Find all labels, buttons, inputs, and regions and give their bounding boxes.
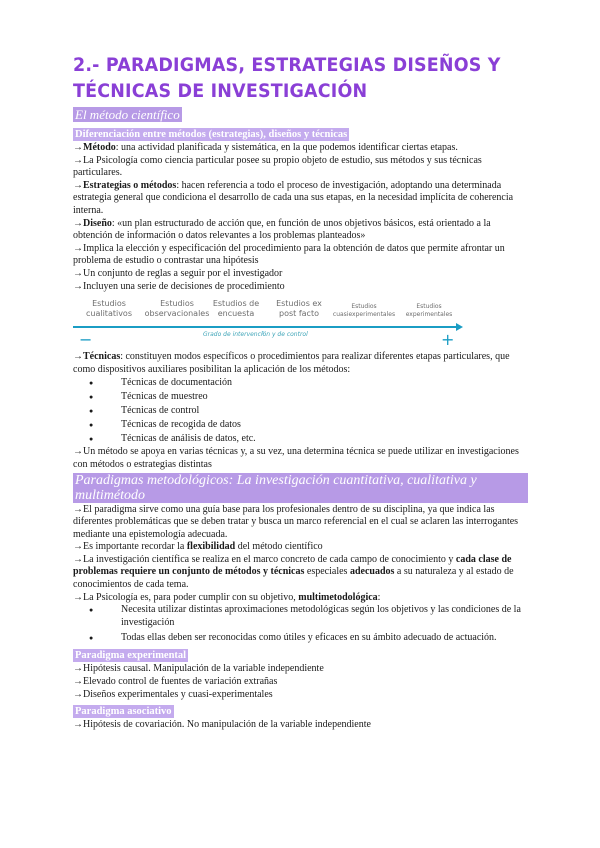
paragraph-covariacion: →Hipótesis de covariación. No manipulación de la variable independiente	[73, 719, 371, 731]
title-line-2: TÉCNICAS DE INVESTIGACIÓN	[73, 80, 368, 102]
subheading-diferenciacion: Diferenciación entre métodos (estrategias), diseños y técnicas	[75, 129, 348, 140]
paragraph-estrategias: →Estrategias o métodos: hacen referencia a todo el proceso de investigación, adoptando una determinada estrategia general que condiciona el desarrollo de cada una sus etapas, en la necesidad implícita de coherencia interna.	[73, 179, 514, 216]
paragraph-metodo: →Método: una actividad planificada y sistemática, en la que podemos identificar ciertas etapas.	[73, 142, 458, 153]
list-item: ● Técnicas de muestreo	[107, 390, 528, 404]
section-heading-metodo: El método científico	[75, 107, 180, 122]
paragraph-decisiones: →Incluyen una serie de decisiones de procedimiento	[73, 280, 285, 292]
diagram-axis-label: Grado de intervención y de control	[203, 331, 308, 339]
diagram-label-cualitativos: Estudios cualitativos	[85, 299, 132, 319]
page-title	[73, 52, 515, 104]
paragraph-multimetodologica: →La Psicología es, para poder cumplir con su objetivo, multimetodológica:	[73, 591, 381, 603]
diagram-label-cuasiexperimentales: Estudios cuasiexperimentales	[332, 303, 396, 319]
diagram-label-experimentales: Estudios experimentales	[405, 303, 453, 319]
diagram-label-ex-post-facto: Estudios ex post facto	[276, 299, 322, 319]
paragraph-flexibilidad: →Es importante recordar la flexibilidad del método científico	[73, 541, 323, 553]
list-item: ● Todas ellas deben ser reconocidas como útiles y eficaces en su ámbito adecuado de actuación.	[107, 631, 528, 645]
paragraph-implica: →Implica la elección y especificación del procedimiento para la obtención de datos que permite afrontar un problema de estudio o contrastar una hipótesis	[73, 242, 505, 267]
list-item: ● Técnicas de recogida de datos	[107, 418, 528, 432]
list-item: ● Técnicas de control	[107, 404, 528, 418]
paragraph-metodo-tecnicas: →Un método se apoya en varias técnicas y, a su vez, una determina técnica se puede utilizar en investigaciones con métodos o estrategias distintas	[73, 446, 519, 470]
list-item: ● Técnicas de documentación	[107, 376, 528, 390]
design-spectrum-diagram	[73, 297, 463, 349]
diagram-arrow	[73, 297, 463, 349]
diagram-minus-sign: −	[79, 330, 93, 350]
list-item: ● Técnicas de análisis de datos, etc.	[107, 432, 528, 446]
paragraph-psicologia: →La Psicología como ciencia particular posee su propio objeto de estudio, sus métodos y sus técnicas particulares.	[73, 154, 482, 179]
paragraph-reglas: →Un conjunto de reglas a seguir por el investigador	[73, 267, 283, 279]
section-heading-paradigmas: Paradigmas metodológicos: La investigación cuantitativa, cualitativa y multimétodo	[73, 473, 528, 503]
paragraph-hipotesis-causal: →Hipótesis causal. Manipulación de la variable independiente	[73, 663, 324, 675]
subheading-asociativo: Paradigma asociativo	[75, 706, 172, 718]
paragraph-control: →Elevado control de fuentes de variación extrañas	[73, 676, 278, 688]
tecnicas-list	[73, 376, 528, 446]
paragraph-investigacion: →La investigación científica se realiza en el marco concreto de cada campo de conocimiento y cada clase de problemas requiere un conjunto de métodos y técnicas especiales adecuados a su naturaleza y al estado de conocimientos de cada tema.	[73, 553, 514, 591]
paragraph-disenos: →Diseños experimentales y cuasi-experimentales	[73, 688, 273, 700]
diagram-label-encuesta: Estudios de encuesta	[212, 299, 260, 319]
diagram-label-observacionales: Estudios observacionales	[144, 299, 210, 319]
multi-list	[73, 604, 528, 645]
document-page	[73, 52, 528, 732]
diagram-plus-sign: +	[441, 330, 455, 350]
paragraph-tecnicas: →Técnicas: constituyen modos específicos o procedimientos para realizar diferentes etapas particulares, que como dispositivos auxiliares posibilitan la aplicación de los métodos:	[73, 351, 510, 375]
list-item: ● Necesita utilizar distintas aproximaciones metodológicas según los objetivos y las condiciones de la investigación	[107, 604, 528, 629]
paragraph-paradigma: →El paradigma sirve como una guía base para los profesionales dentro de su disciplina, ya que indica las diferentes problemáticas que se deben tratar y busca un marco referencial en el cual se aclaren las interrogantes mediante una epistemología adecuada.	[73, 503, 519, 540]
subheading-experimental: Paradigma experimental	[75, 650, 187, 662]
title-line-1: 2.- PARADIGMAS, ESTRATEGIAS DISEÑOS Y	[73, 54, 501, 76]
paragraph-diseno: →Diseño: «un plan estructurado de acción que, en función de unos objetivos básicos, está orientado a la obtención de información o datos relevantes a los problemas planteados»	[73, 217, 491, 242]
